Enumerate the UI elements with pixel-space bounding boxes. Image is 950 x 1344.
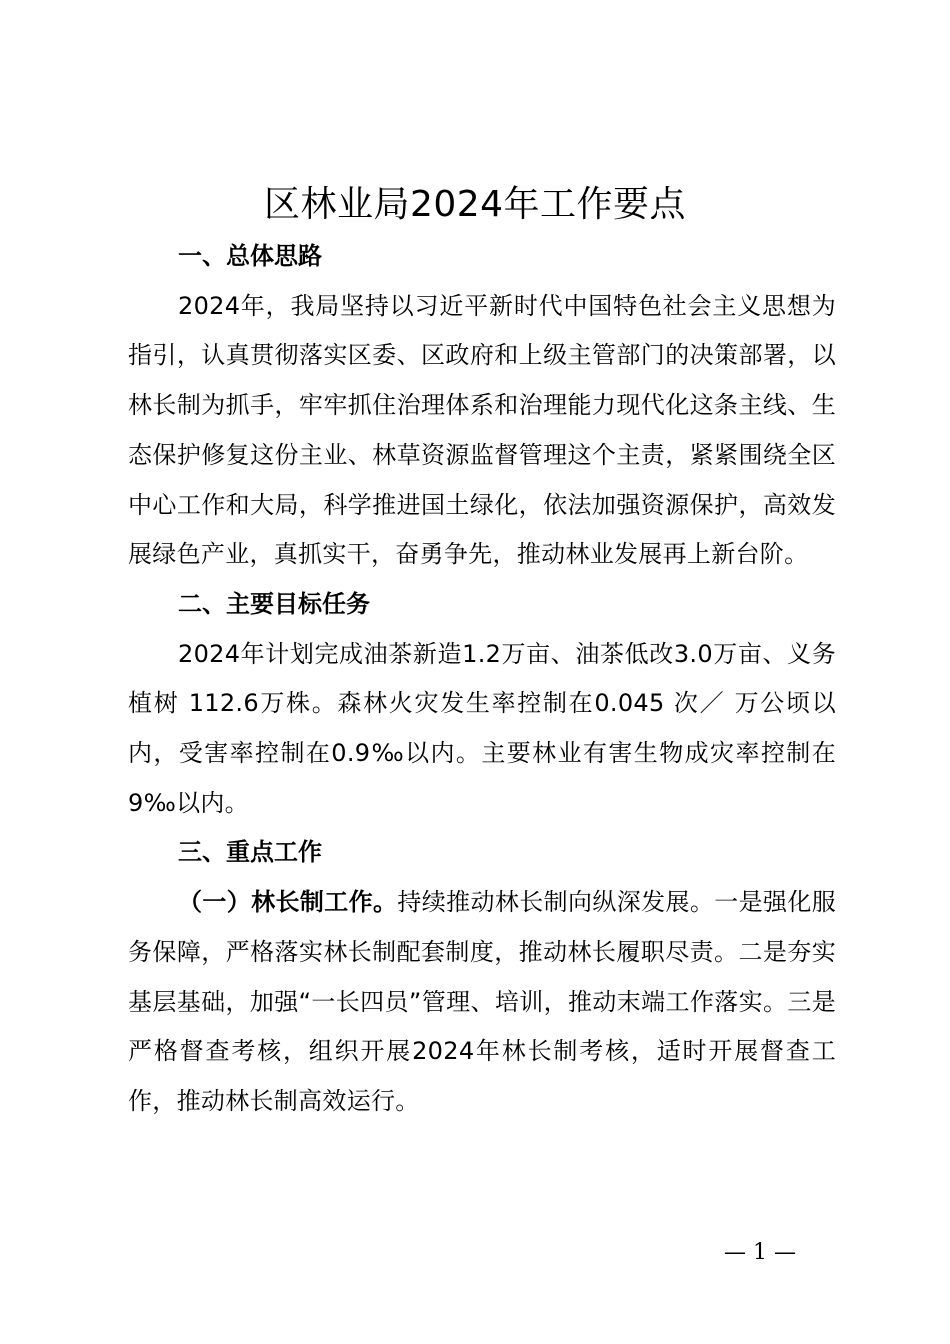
document-body	[128, 232, 836, 1127]
section-heading-main-targets: 二、主要目标任务	[178, 589, 370, 618]
subsection-text-forest-chief: 持续推动林长制向纵深发展。一是强化服务保障，严格落实林长制配套制度，推动林长履职尽责。二是夯实基层基础，加强“一长四员”管理、培训，推动末端工作落实。三是严格督查考核，组织开展2024年林长制考核，适时开展督查工作，推动林长制高效运行。	[128, 888, 836, 1115]
document-title: 区林业局2024年工作要点	[263, 184, 687, 225]
section-paragraph-overall-approach: 2024年，我局坚持以习近平新时代中国特色社会主义思想为指引，认真贯彻落实区委、区政府和上级主管部门的决策部署，以林长制为抓手，牢牢抓住治理体系和治理能力现代化这条主线、生态保护修复这份主业、林草资源监督管理这个主责，紧紧围绕全区中心工作和大局，科学推进国土绿化，依法加强资源保护，高效发展绿色产业，真抓实干，奋勇争先，推动林业发展再上新台阶。	[128, 291, 836, 569]
section-heading-key-work: 三、重点工作	[178, 838, 322, 867]
section-paragraph-main-targets: 2024年计划完成油茶新造1.2万亩、油茶低改3.0万亩、义务植树 112.6万株。森林火灾发生率控制在0.045 次／ 万公顷以内，受害率控制在0.9‰以内。主要林业有害生物成灾率控制在9‰以内。	[128, 639, 836, 817]
page-number: — 1 —	[724, 1240, 796, 1265]
section-heading-overall-approach: 一、总体思路	[178, 242, 322, 270]
section-paragraph-key-work	[128, 878, 836, 1127]
subsection-lead-forest-chief: （一）林长制工作。	[178, 888, 398, 917]
